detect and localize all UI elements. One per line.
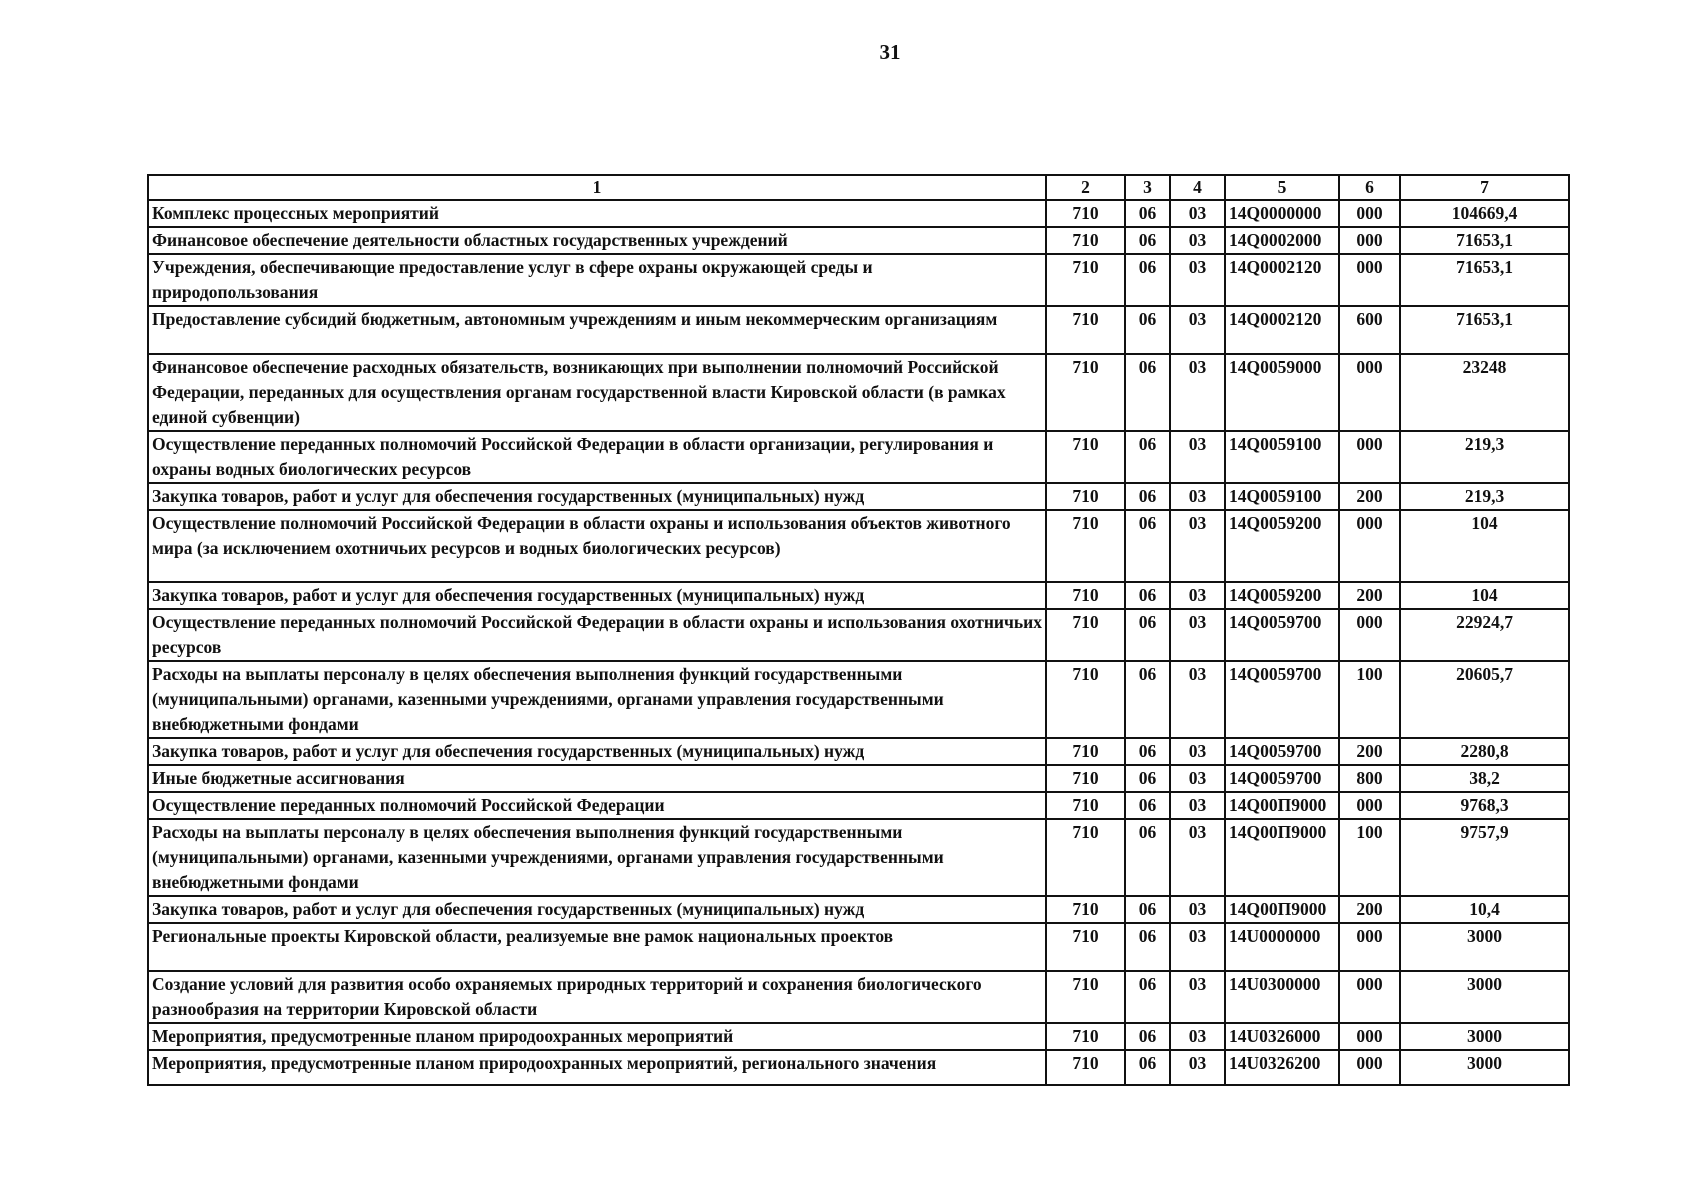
row-col-6: 200 xyxy=(1339,582,1400,609)
row-col-7: 104 xyxy=(1400,582,1569,609)
row-col-5: 14Q0002120 xyxy=(1225,306,1339,354)
row-col-7: 71653,1 xyxy=(1400,227,1569,254)
row-col-2: 710 xyxy=(1046,819,1125,896)
row-col-2: 710 xyxy=(1046,354,1125,431)
row-col-7: 38,2 xyxy=(1400,765,1569,792)
row-col-6: 000 xyxy=(1339,923,1400,971)
row-col-7: 9768,3 xyxy=(1400,792,1569,819)
row-col-3: 06 xyxy=(1125,609,1170,661)
row-col-3: 06 xyxy=(1125,1023,1170,1050)
row-col-3: 06 xyxy=(1125,971,1170,1023)
table-header xyxy=(148,175,1569,200)
row-col-6: 000 xyxy=(1339,792,1400,819)
row-col-7: 71653,1 xyxy=(1400,306,1569,354)
budget-table xyxy=(147,174,1570,1086)
table-row xyxy=(148,254,1569,306)
row-col-3: 06 xyxy=(1125,354,1170,431)
header-col-3: 3 xyxy=(1125,175,1170,200)
row-col-4: 03 xyxy=(1170,661,1225,738)
row-name: Закупка товаров, работ и услуг для обеспечения государственных (муниципальных) нужд xyxy=(148,483,1046,510)
row-col-5: 14Q00П9000 xyxy=(1225,896,1339,923)
row-col-7: 20605,7 xyxy=(1400,661,1569,738)
row-col-7: 2280,8 xyxy=(1400,738,1569,765)
row-col-2: 710 xyxy=(1046,971,1125,1023)
row-col-6: 200 xyxy=(1339,483,1400,510)
row-col-4: 03 xyxy=(1170,819,1225,896)
table-row xyxy=(148,227,1569,254)
row-col-7: 104 xyxy=(1400,510,1569,582)
row-col-4: 03 xyxy=(1170,1023,1225,1050)
row-col-7: 3000 xyxy=(1400,923,1569,971)
table-row xyxy=(148,200,1569,227)
row-name: Мероприятия, предусмотренные планом природоохранных мероприятий xyxy=(148,1023,1046,1050)
row-col-6: 000 xyxy=(1339,254,1400,306)
row-col-4: 03 xyxy=(1170,609,1225,661)
row-col-5: 14Q0059700 xyxy=(1225,661,1339,738)
table-row xyxy=(148,896,1569,923)
header-row xyxy=(148,175,1569,200)
row-col-5: 14Q0059000 xyxy=(1225,354,1339,431)
row-col-4: 03 xyxy=(1170,431,1225,483)
row-col-6: 200 xyxy=(1339,738,1400,765)
row-col-3: 06 xyxy=(1125,661,1170,738)
row-col-6: 000 xyxy=(1339,1023,1400,1050)
table-row xyxy=(148,819,1569,896)
row-col-3: 06 xyxy=(1125,200,1170,227)
table-row xyxy=(148,1050,1569,1085)
row-col-5: 14Q0059100 xyxy=(1225,431,1339,483)
row-col-5: 14Q0059700 xyxy=(1225,609,1339,661)
row-col-2: 710 xyxy=(1046,896,1125,923)
row-col-5: 14Q0059700 xyxy=(1225,765,1339,792)
row-name: Закупка товаров, работ и услуг для обеспечения государственных (муниципальных) нужд xyxy=(148,582,1046,609)
table-row xyxy=(148,792,1569,819)
row-col-2: 710 xyxy=(1046,431,1125,483)
row-col-6: 000 xyxy=(1339,227,1400,254)
row-col-2: 710 xyxy=(1046,227,1125,254)
row-col-7: 219,3 xyxy=(1400,483,1569,510)
row-col-2: 710 xyxy=(1046,510,1125,582)
row-col-7: 23248 xyxy=(1400,354,1569,431)
table-row xyxy=(148,923,1569,971)
row-col-4: 03 xyxy=(1170,306,1225,354)
row-name: Закупка товаров, работ и услуг для обеспечения государственных (муниципальных) нужд xyxy=(148,896,1046,923)
row-col-3: 06 xyxy=(1125,582,1170,609)
row-col-5: 14Q0002000 xyxy=(1225,227,1339,254)
row-name: Иные бюджетные ассигнования xyxy=(148,765,1046,792)
row-col-2: 710 xyxy=(1046,200,1125,227)
row-col-6: 000 xyxy=(1339,510,1400,582)
row-col-4: 03 xyxy=(1170,354,1225,431)
row-col-5: 14Q0059100 xyxy=(1225,483,1339,510)
table-body xyxy=(148,200,1569,1085)
row-col-2: 710 xyxy=(1046,483,1125,510)
header-col-6: 6 xyxy=(1339,175,1400,200)
table-row xyxy=(148,971,1569,1023)
row-col-2: 710 xyxy=(1046,254,1125,306)
row-name: Закупка товаров, работ и услуг для обеспечения государственных (муниципальных) нужд xyxy=(148,738,1046,765)
row-col-5: 14U0326000 xyxy=(1225,1023,1339,1050)
table-row xyxy=(148,354,1569,431)
row-col-5: 14Q0059200 xyxy=(1225,510,1339,582)
row-col-5: 14Q00П9000 xyxy=(1225,792,1339,819)
table-row xyxy=(148,306,1569,354)
row-col-4: 03 xyxy=(1170,227,1225,254)
row-col-7: 22924,7 xyxy=(1400,609,1569,661)
row-col-3: 06 xyxy=(1125,923,1170,971)
row-col-6: 100 xyxy=(1339,661,1400,738)
row-col-4: 03 xyxy=(1170,971,1225,1023)
row-name: Осуществление полномочий Российской Федерации в области охраны и использования объектов животного мира (за исключением охотничьих ресурсов и водных биологических ресурсов) xyxy=(148,510,1046,582)
header-col-4: 4 xyxy=(1170,175,1225,200)
row-col-6: 100 xyxy=(1339,819,1400,896)
table-row xyxy=(148,738,1569,765)
row-col-6: 000 xyxy=(1339,354,1400,431)
row-name: Создание условий для развития особо охраняемых природных территорий и сохранения биологического разнообразия на территории Кировской области xyxy=(148,971,1046,1023)
row-col-3: 06 xyxy=(1125,510,1170,582)
row-col-6: 200 xyxy=(1339,896,1400,923)
header-col-7: 7 xyxy=(1400,175,1569,200)
row-col-7: 219,3 xyxy=(1400,431,1569,483)
row-col-6: 000 xyxy=(1339,200,1400,227)
row-col-7: 104669,4 xyxy=(1400,200,1569,227)
row-name: Финансовое обеспечение деятельности областных государственных учреждений xyxy=(148,227,1046,254)
row-name: Комплекс процессных мероприятий xyxy=(148,200,1046,227)
row-col-6: 000 xyxy=(1339,431,1400,483)
row-col-4: 03 xyxy=(1170,923,1225,971)
row-col-3: 06 xyxy=(1125,306,1170,354)
row-col-2: 710 xyxy=(1046,1023,1125,1050)
row-col-5: 14Q0000000 xyxy=(1225,200,1339,227)
row-name: Предоставление субсидий бюджетным, автономным учреждениям и иным некоммерческим организациям xyxy=(148,306,1046,354)
row-col-3: 06 xyxy=(1125,483,1170,510)
row-col-3: 06 xyxy=(1125,896,1170,923)
row-col-5: 14U0326200 xyxy=(1225,1050,1339,1085)
header-col-5: 5 xyxy=(1225,175,1339,200)
row-name: Учреждения, обеспечивающие предоставление услуг в сфере охраны окружающей среды и природопользования xyxy=(148,254,1046,306)
row-col-7: 9757,9 xyxy=(1400,819,1569,896)
row-col-3: 06 xyxy=(1125,431,1170,483)
header-col-2: 2 xyxy=(1046,175,1125,200)
row-name: Осуществление переданных полномочий Российской Федерации xyxy=(148,792,1046,819)
row-col-5: 14Q0002120 xyxy=(1225,254,1339,306)
row-col-5: 14Q00П9000 xyxy=(1225,819,1339,896)
row-col-3: 06 xyxy=(1125,792,1170,819)
row-col-7: 3000 xyxy=(1400,1023,1569,1050)
row-col-3: 06 xyxy=(1125,738,1170,765)
row-name: Осуществление переданных полномочий Российской Федерации в области организации, регулирования и охраны водных биологических ресурсов xyxy=(148,431,1046,483)
row-col-2: 710 xyxy=(1046,738,1125,765)
row-col-6: 000 xyxy=(1339,1050,1400,1085)
row-col-4: 03 xyxy=(1170,483,1225,510)
row-col-7: 10,4 xyxy=(1400,896,1569,923)
row-col-2: 710 xyxy=(1046,923,1125,971)
header-col-1: 1 xyxy=(148,175,1046,200)
row-name: Расходы на выплаты персоналу в целях обеспечения выполнения функций государственными (муниципальными) органами, казенными учреждениями, органами управления государственными внебюджетными фондами xyxy=(148,661,1046,738)
row-col-2: 710 xyxy=(1046,582,1125,609)
row-name: Финансовое обеспечение расходных обязательств, возникающих при выполнении полномочий Российской Федерации, переданных для осуществления органам государственной власти Кировской области (в рамках единой субвенции) xyxy=(148,354,1046,431)
row-col-5: 14Q0059200 xyxy=(1225,582,1339,609)
row-col-2: 710 xyxy=(1046,661,1125,738)
row-name: Осуществление переданных полномочий Российской Федерации в области охраны и использования охотничьих ресурсов xyxy=(148,609,1046,661)
row-col-4: 03 xyxy=(1170,254,1225,306)
row-col-2: 710 xyxy=(1046,765,1125,792)
row-col-6: 800 xyxy=(1339,765,1400,792)
row-name: Расходы на выплаты персоналу в целях обеспечения выполнения функций государственными (муниципальными) органами, казенными учреждениями, органами управления государственными внебюджетными фондами xyxy=(148,819,1046,896)
row-col-4: 03 xyxy=(1170,510,1225,582)
row-col-6: 600 xyxy=(1339,306,1400,354)
table-row xyxy=(148,582,1569,609)
row-col-3: 06 xyxy=(1125,765,1170,792)
row-col-3: 06 xyxy=(1125,254,1170,306)
row-col-5: 14U0000000 xyxy=(1225,923,1339,971)
row-col-3: 06 xyxy=(1125,1050,1170,1085)
row-col-4: 03 xyxy=(1170,738,1225,765)
table-row xyxy=(148,431,1569,483)
row-col-7: 3000 xyxy=(1400,971,1569,1023)
row-name: Мероприятия, предусмотренные планом природоохранных мероприятий, регионального значения xyxy=(148,1050,1046,1085)
row-col-2: 710 xyxy=(1046,792,1125,819)
row-col-2: 710 xyxy=(1046,1050,1125,1085)
row-col-3: 06 xyxy=(1125,819,1170,896)
row-name: Региональные проекты Кировской области, реализуемые вне рамок национальных проектов xyxy=(148,923,1046,971)
row-col-4: 03 xyxy=(1170,896,1225,923)
row-col-4: 03 xyxy=(1170,582,1225,609)
row-col-4: 03 xyxy=(1170,765,1225,792)
page-number: 31 xyxy=(879,40,901,64)
row-col-3: 06 xyxy=(1125,227,1170,254)
row-col-6: 000 xyxy=(1339,971,1400,1023)
row-col-5: 14Q0059700 xyxy=(1225,738,1339,765)
row-col-6: 000 xyxy=(1339,609,1400,661)
table-row xyxy=(148,483,1569,510)
row-col-2: 710 xyxy=(1046,306,1125,354)
row-col-2: 710 xyxy=(1046,609,1125,661)
row-col-4: 03 xyxy=(1170,792,1225,819)
row-col-4: 03 xyxy=(1170,200,1225,227)
table-row xyxy=(148,1023,1569,1050)
row-col-5: 14U0300000 xyxy=(1225,971,1339,1023)
table-row xyxy=(148,765,1569,792)
row-col-7: 3000 xyxy=(1400,1050,1569,1085)
table-row xyxy=(148,510,1569,582)
row-col-7: 71653,1 xyxy=(1400,254,1569,306)
table-row xyxy=(148,661,1569,738)
table-row xyxy=(148,609,1569,661)
row-col-4: 03 xyxy=(1170,1050,1225,1085)
